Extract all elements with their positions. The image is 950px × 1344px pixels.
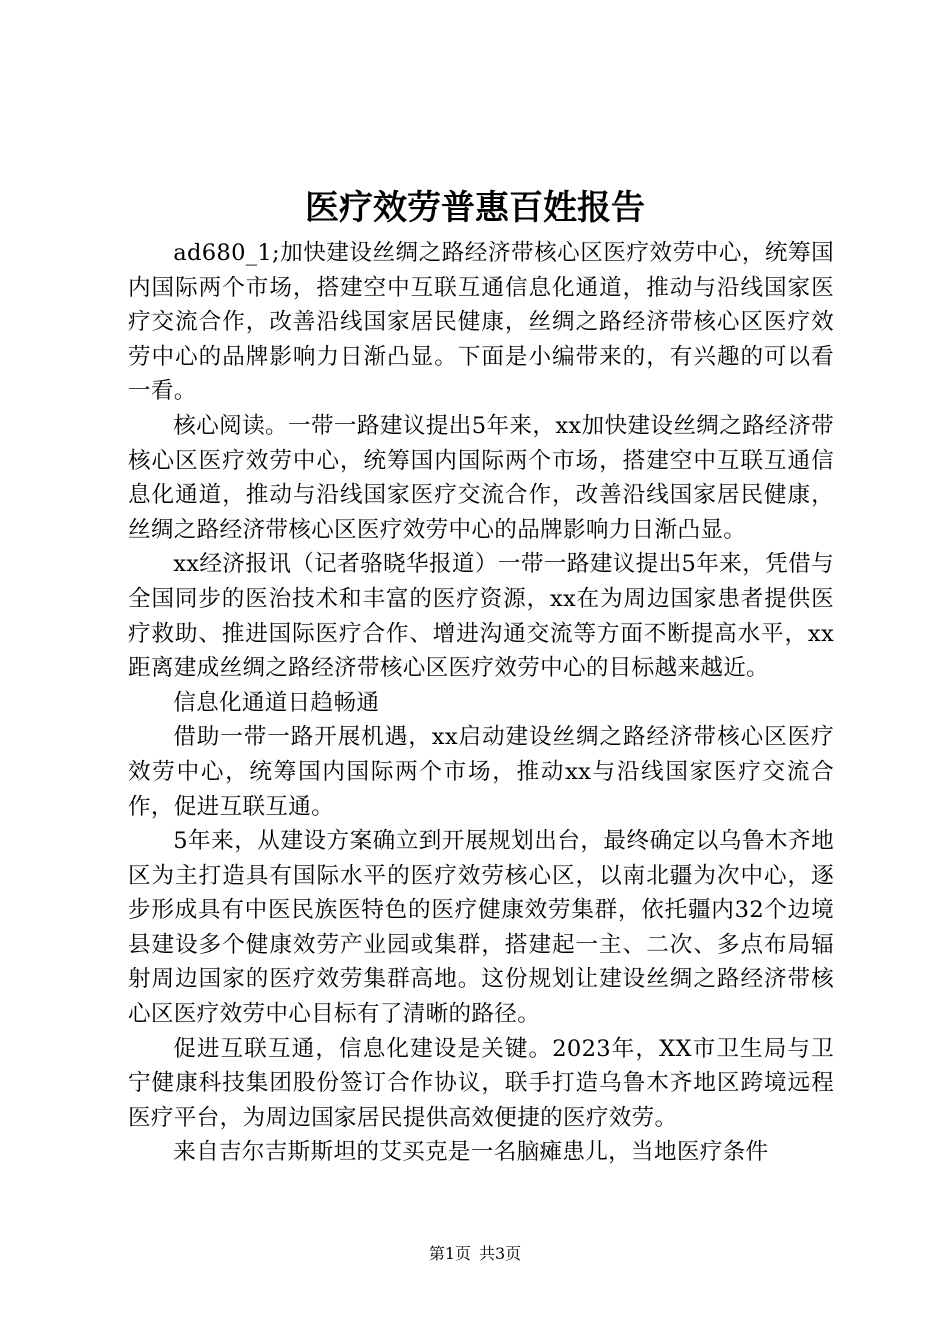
document-title: 医疗效劳普惠百姓报告 xyxy=(305,188,645,228)
section-heading: 信息化通道日趋畅通 xyxy=(173,689,380,716)
page-number-current: 第1页 xyxy=(428,1244,471,1263)
paragraph: 促进互联互通，信息化建设是关键。2023年，XX市卫生局与卫宁健康科技集团股份签订合作协议，联手打造乌鲁木齐地区跨境远程医疗平台，为周边国家居民提供高效便捷的医疗效劳。 xyxy=(128,1035,834,1131)
document-body xyxy=(128,236,834,1170)
paragraph: 核心阅读。一带一路建议提出5年来，xx加快建设丝绸之路经济带核心区医疗效劳中心，统筹国内国际两个市场，搭建空中互联互通信息化通道，推动与沿线国家医疗交流合作，改善沿线国家居民健康，丝绸之路经济带核心区医疗效劳中心的品牌影响力日渐凸显。 xyxy=(128,412,834,543)
paragraph: 借助一带一路开展机遇，xx启动建设丝绸之路经济带核心区医疗效劳中心，统筹国内国际两个市场，推动xx与沿线国家医疗交流合作，促进互联互通。 xyxy=(128,724,834,820)
page-number-total: 共3页 xyxy=(479,1244,522,1263)
paragraph: 来自吉尔吉斯斯坦的艾买克是一名脑瘫患儿，当地医疗条件 xyxy=(173,1139,769,1166)
paragraph: xx经济报讯（记者骆晓华报道）一带一路建议提出5年来，凭借与全国同步的医治技术和丰富的医疗资源，xx在为周边国家患者提供医疗救助、推进国际医疗合作、增进沟通交流等方面不断提高水平，xx距离建成丝绸之路经济带核心区医疗效劳中心的目标越来越近。 xyxy=(128,551,834,682)
paragraph: ad680_1;加快建设丝绸之路经济带核心区医疗效劳中心，统筹国内国际两个市场，搭建空中互联互通信息化通道，推动与沿线国家医疗交流合作，改善沿线国家居民健康，丝绸之路经济带核心区医疗效劳中心的品牌影响力日渐凸显。下面是小编带来的，有兴趣的可以看一看。 xyxy=(128,240,834,405)
page-footer xyxy=(0,1242,950,1266)
paragraph: 5年来，从建设方案确立到开展规划出台，最终确定以乌鲁木齐地区为主打造具有国际水平的医疗效劳核心区，以南北疆为次中心，逐步形成具有中医民族医特色的医疗健康效劳集群，依托疆内32个边境县建设多个健康效劳产业园或集群，搭建起一主、二次、多点布局辐射周边国家的医疗效劳集群高地。这份规划让建设丝绸之路经济带核心区医疗效劳中心目标有了清晰的路径。 xyxy=(128,828,834,1028)
